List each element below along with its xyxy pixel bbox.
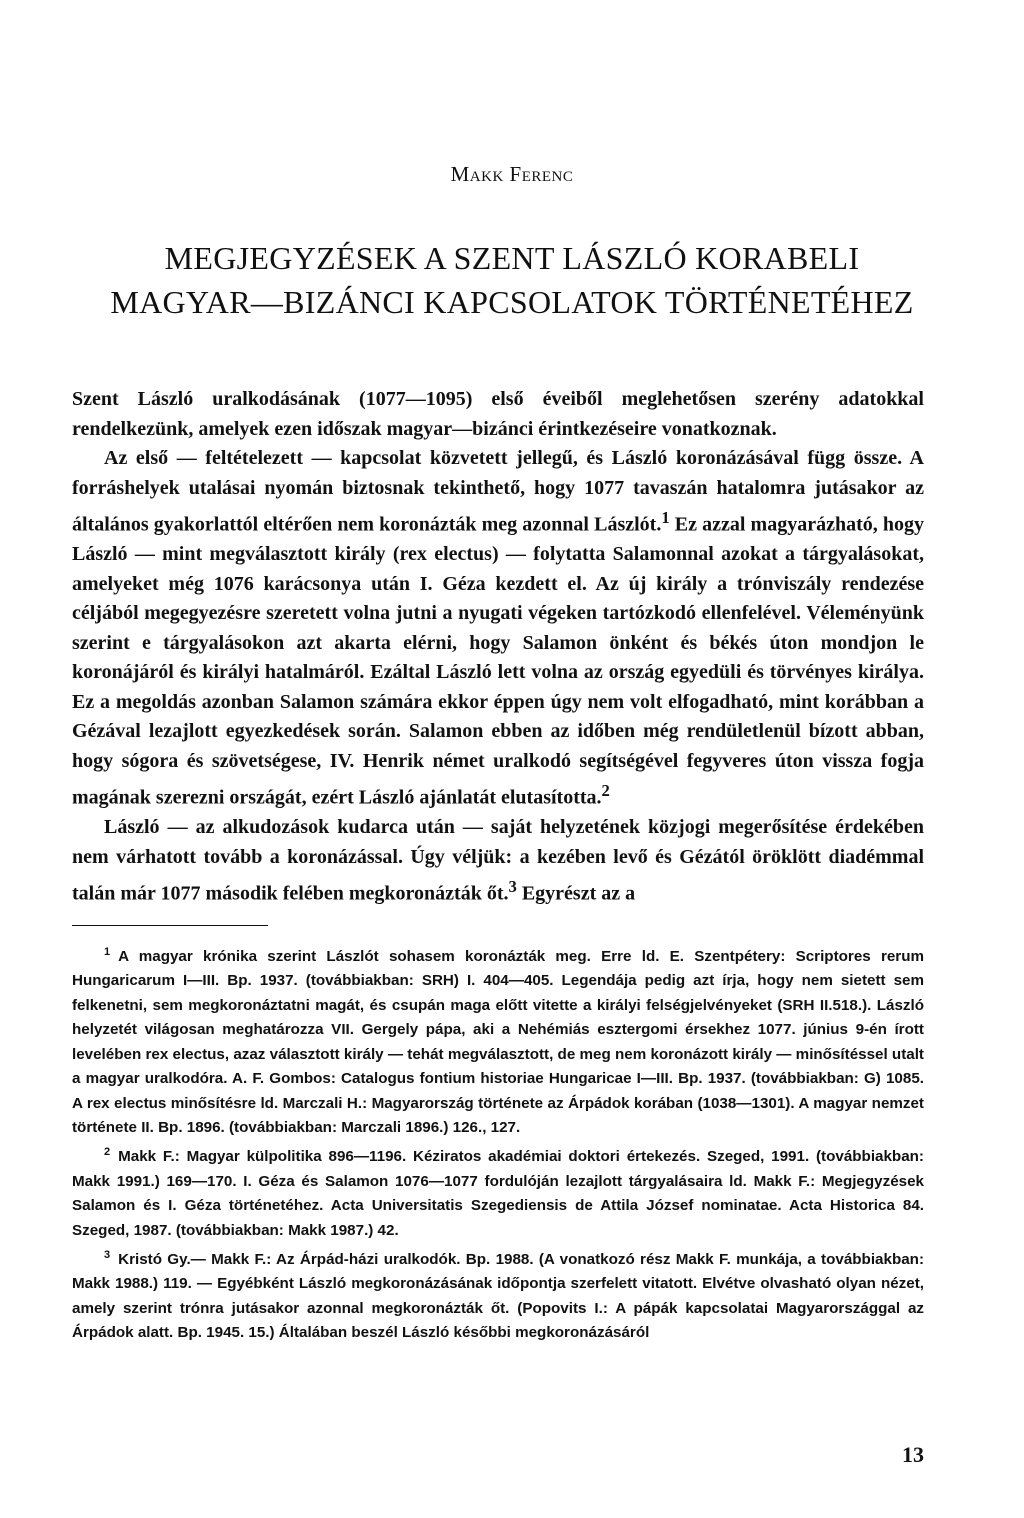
footnote-2-text: Makk F.: Magyar külpolitika 896—1196. Kéziratos akadémiai doktori értekezés. Szeged, 1991. (továbbiakban: Makk 1991.) 169—170. I. Géza és Salamon 1076—1077 fordulóján lezajlott tárgyalásaira ld. Makk F.: Megjegyzések Salamon és I. Géza történetéhez. Acta Universitatis Szegediensis de Attila József nominatae. Acta Historica 84. Szeged, 1987. (továbbiakban: Makk 1987.) 42.	[72, 1148, 924, 1239]
footnote-3-text: Kristó Gy.— Makk F.: Az Árpád-házi uralkodók. Bp. 1988. (A vonatkozó rész Makk F. munkája, a továbbiakban: Makk 1988.) 119. — Egyébként László megkoronázásának időpontja szerfelett vitatott. Elvétve olvasható olyan nézet, amely szerint trónra jutásakor azonnal megkoronázták őt. (Popovits I.: A pápák kapcsolatai Magyarországgal az Árpádok alatt. Bp. 1945. 15.) Általában beszél László későbbi megkoronázásáról	[72, 1251, 924, 1342]
article-title	[0, 236, 1024, 324]
footnote-2	[72, 1140, 924, 1243]
title-line-1: MEGJEGYZÉSEK A SZENT LÁSZLÓ KORABELI	[164, 240, 860, 276]
footnote-3	[72, 1243, 924, 1346]
footnote-2-number: 2	[104, 1146, 111, 1159]
paragraph-1: Szent László uralkodásának (1077—1095) első éveiből meglehetősen szerény adatokkal rendelkezünk, amelyek ezen időszak magyar—bizánci érintkezéseire vonatkoznak.	[72, 388, 924, 440]
footnote-1-text: A magyar krónika szerint Lászlót sohasem koronázták meg. Erre ld. E. Szentpétery: Scriptores rerum Hungaricarum I—III. Bp. 1937. (továbbiakban: SRH) I. 404—405. Legendája pedig azt írja, hogy nem sietett sem felkenetni, sem megkoronáztatni magát, és csupán maga előtt vitette a királyi felségjelvényeket (SRH II.518.). László helyzetét világosan meghatározza VII. Gergely pápa, aki a Nehémiás esztergomi érsekhez 1077. június 9-én írott levelében rex electus, azaz választott király — tehát megválasztott, de meg nem koronázott király — minősítéssel utalt a magyar uralkodóra. A. F. Gombos: Catalogus fontium historiae Hungaricae I—III. Bp. 1937. (továbbiakban: G) 1085. A rex electus minősítésre ld. Marczali H.: Magyarország története az Árpádok korában (1038—1301). A magyar nemzet története II. Bp. 1896. (továbbiakban: Marczali 1896.) 126., 127.	[72, 948, 924, 1136]
title-line-2: MAGYAR—BIZÁNCI KAPCSOLATOK TÖRTÉNETÉHEZ	[110, 284, 914, 320]
footnote-separator	[72, 925, 268, 926]
paragraph-2-text-b: Ez azzal magyarázható, hogy László — mint megválasztott király (rex electus) — folytatta Salamonnal azokat a tárgyalásokat, amelyeket még 1076 karácsonya után I. Géza kezdett el. Az új király a trónviszály rendezése céljából megegyezésre szeretett volna jutni a nyugati végeken tartózkodó ellenfelével. Véleményünk szerint e tárgyalásokon azt akarta elérni, hogy Salamon önként és békés úton mondjon le koronájáról és királyi hatalmáról. Ezáltal László lett volna az ország egyedüli és törvényes királya. Ez a megoldás azonban Salamon számára ekkor éppen úgy nem volt elfogadható, mint korábban a Gézával lezajlott egyezkedések során. Salamon ebben az időben még rendületlenül bízott abban, hogy sógora és szövetségese, IV. Henrik német uralkodó segítségével fegyveres úton vissza fogja magának szerezni országát, ezért László ajánlatát elutasította.	[72, 513, 924, 809]
footnote-ref-3: 3	[508, 877, 517, 897]
paragraph-2-text-a: Az első — feltételezett — kapcsolat közvetett jellegű, és László koronázásával függ össze. A forráshelyek utalásai nyomán biztosnak tekinthető, hogy 1077 tavaszán hatalomra jutásakor az általános gyakorlattól eltérően nem koronázták meg azonnal Lászlót.	[72, 447, 924, 536]
paragraph-3-text-a: László — az alkudozások kudarca után — saját helyzetének közjogi megerősítése érdekében nem várhatott tovább a koronázással. Úgy véljük: a kezében levő és Gézától öröklött diadémmal talán már 1077 második felében megkoronázták őt.	[72, 816, 924, 905]
footnote-ref-1: 1	[661, 508, 670, 527]
page-number: 13	[902, 1442, 924, 1467]
paragraph-3-text-b: Egyrészt az a	[516, 882, 636, 905]
footnote-ref-2: 2	[601, 781, 610, 801]
paragraph-3	[72, 813, 924, 909]
footnotes	[72, 940, 924, 1346]
footnote-1	[72, 940, 924, 1140]
footnote-3-number: 3	[104, 1249, 111, 1261]
author-name: Makk Ferenc	[450, 162, 574, 186]
paragraph-2	[72, 444, 924, 813]
article-body	[72, 385, 924, 909]
footnote-1-number: 1	[104, 946, 111, 958]
